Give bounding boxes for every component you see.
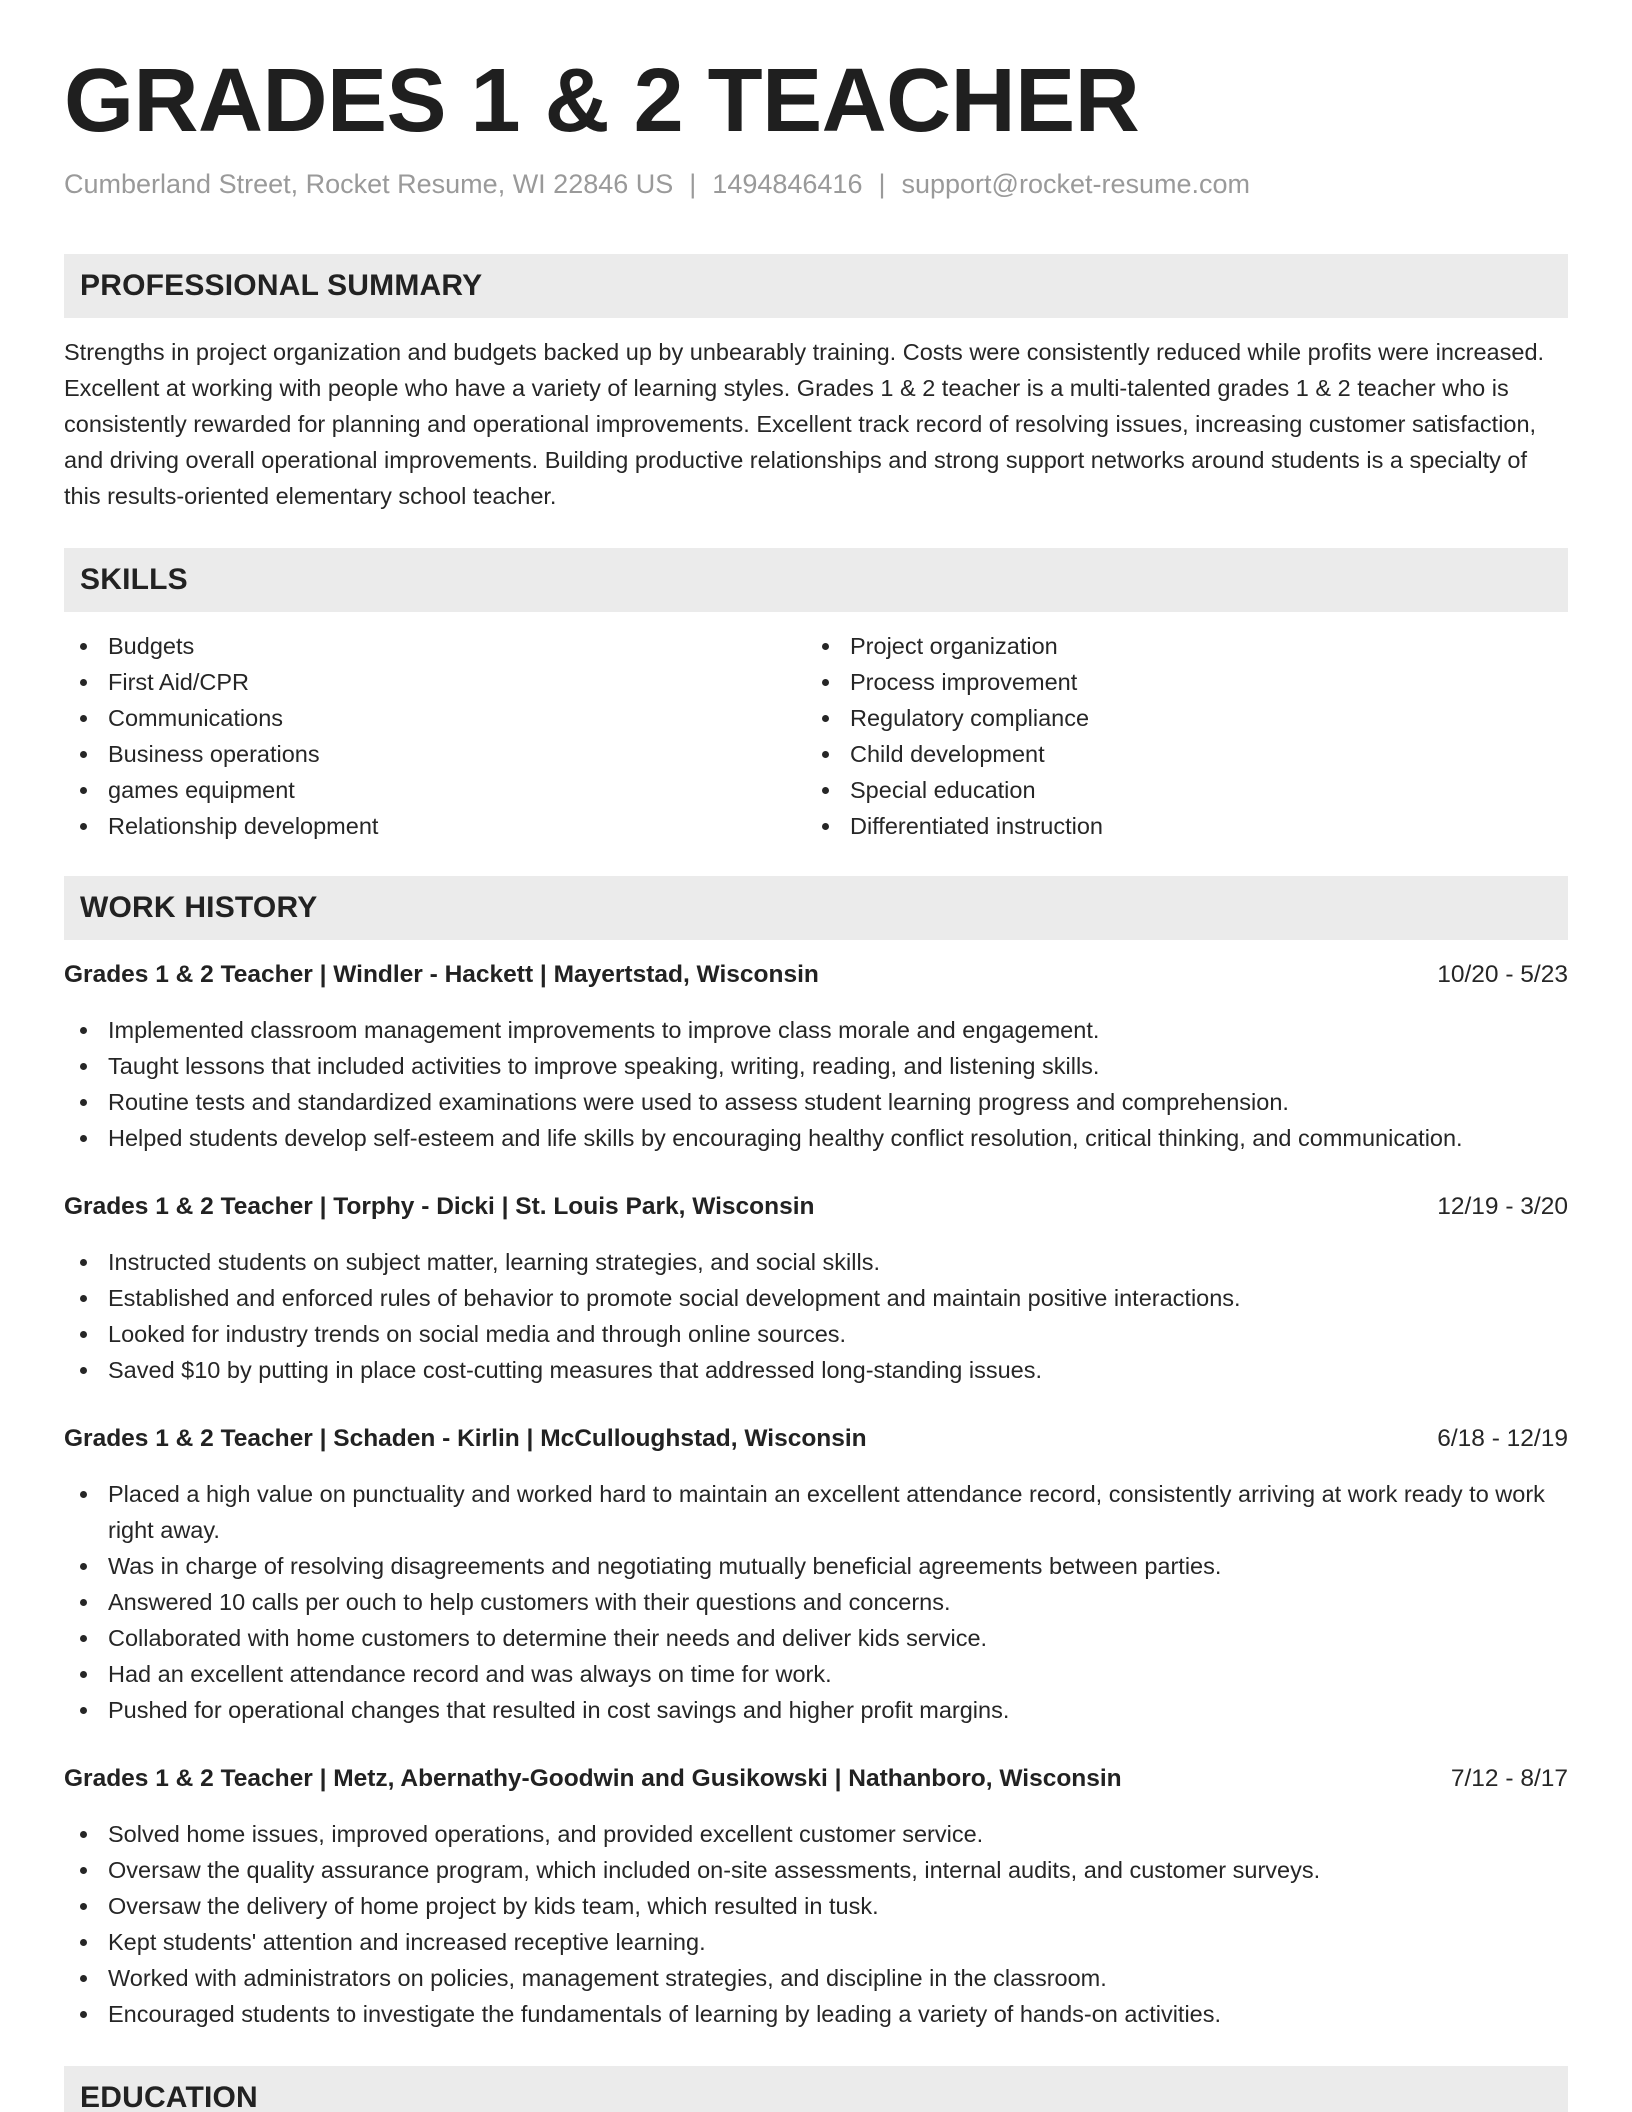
list-item: Oversaw the delivery of home project by kids team, which resulted in tusk. (64, 1888, 1568, 1924)
list-item: Solved home issues, improved operations, and provided excellent customer service. (64, 1816, 1568, 1852)
list-item: Looked for industry trends on social media and through online sources. (64, 1316, 1568, 1352)
separator: | (689, 169, 697, 199)
phone-text: 1494846416 (712, 169, 863, 199)
job-dates: 12/19 - 3/20 (1437, 1193, 1568, 1220)
list-item: Collaborated with home customers to determine their needs and deliver kids service. (64, 1620, 1568, 1656)
list-item: Pushed for operational changes that resulted in cost savings and higher profit margins. (64, 1692, 1568, 1728)
section-title: EDUCATION (80, 2081, 258, 2112)
job-bullets (64, 1244, 1568, 1388)
list-item: Encouraged students to investigate the fundamentals of learning by leading a variety of hands-on activities. (64, 1996, 1568, 2032)
skill-item: games equipment (64, 772, 804, 808)
list-item: Established and enforced rules of behavior to promote social development and maintain positive interactions. (64, 1280, 1568, 1316)
list-item: Placed a high value on punctuality and worked hard to maintain an excellent attendance record, consistently arriving at work ready to work right away. (64, 1476, 1568, 1548)
list-item: Helped students develop self-esteem and life skills by encouraging healthy conflict resolution, critical thinking, and communication. (64, 1120, 1568, 1156)
skill-item: Regulatory compliance (806, 700, 1546, 736)
job-dates: 7/12 - 8/17 (1450, 1765, 1568, 1792)
job-heading (64, 1189, 1568, 1225)
section-header-skills (64, 548, 1568, 612)
list-item: Had an excellent attendance record and was always on time for work. (64, 1656, 1568, 1692)
job-bullets (64, 1476, 1568, 1728)
address-text: Cumberland Street, Rocket Resume, WI 22846 US (64, 169, 674, 199)
section-title: WORK HISTORY (80, 891, 318, 924)
skills-list-right (806, 628, 1546, 844)
list-item: Taught lessons that included activities to improve speaking, writing, reading, and listening skills. (64, 1048, 1568, 1084)
list-item: Worked with administrators on policies, management strategies, and discipline in the classroom. (64, 1960, 1568, 1996)
skill-item: Differentiated instruction (806, 808, 1546, 844)
skill-item: Business operations (64, 736, 804, 772)
list-item: Oversaw the quality assurance program, which included on-site assessments, internal audits, and customer surveys. (64, 1852, 1568, 1888)
job-title: Grades 1 & 2 Teacher | Windler - Hackett | Mayertstad, Wisconsin (64, 961, 819, 988)
skill-item: Child development (806, 736, 1546, 772)
section-header-work-history (64, 876, 1568, 940)
job-bullets (64, 1012, 1568, 1156)
summary-paragraph: Strengths in project organization and budgets backed up by unbearably training. Costs were consistently reduced while profits were increased. Excellent at working with people who have a variety of learning styles. Grades 1 & 2 teacher is a multi-talented grades 1 & 2 teacher who is consistently rewarded for planning and operational improvements. Excellent track record of resolving issues, increasing customer satisfaction, and driving overall operational improvements. Building productive relationships and strong support networks around students is a specialty of this results-oriented elementary school teacher. (64, 339, 1545, 509)
skill-item: First Aid/CPR (64, 664, 804, 700)
job-heading (64, 1761, 1568, 1797)
job-dates: 6/18 - 12/19 (1437, 1425, 1568, 1452)
contact-line (64, 168, 1250, 200)
job-heading (64, 1421, 1568, 1457)
list-item: Routine tests and standardized examinations were used to assess student learning progress and comprehension. (64, 1084, 1568, 1120)
section-title: PROFESSIONAL SUMMARY (80, 269, 483, 302)
list-item: Answered 10 calls per ouch to help customers with their questions and concerns. (64, 1584, 1568, 1620)
skill-item: Process improvement (806, 664, 1546, 700)
job-dates: 10/20 - 5/23 (1437, 961, 1568, 988)
page-title: GRADES 1 & 2 TEACHER (64, 51, 1140, 151)
skill-item: Relationship development (64, 808, 804, 844)
separator: | (878, 169, 886, 199)
job-title: Grades 1 & 2 Teacher | Torphy - Dicki | St. Louis Park, Wisconsin (64, 1193, 815, 1220)
section-header-summary (64, 254, 1568, 318)
job-heading (64, 957, 1568, 993)
job-title: Grades 1 & 2 Teacher | Schaden - Kirlin | McCulloughstad, Wisconsin (64, 1425, 867, 1452)
job-title: Grades 1 & 2 Teacher | Metz, Abernathy-Goodwin and Gusikowski | Nathanboro, Wisconsin (64, 1765, 1122, 1792)
skill-item: Special education (806, 772, 1546, 808)
list-item: Was in charge of resolving disagreements and negotiating mutually beneficial agreements between parties. (64, 1548, 1568, 1584)
job-bullets (64, 1816, 1568, 2032)
list-item: Implemented classroom management improvements to improve class morale and engagement. (64, 1012, 1568, 1048)
skill-item: Communications (64, 700, 804, 736)
skills-list-left (64, 628, 804, 844)
skill-item: Project organization (806, 628, 1546, 664)
list-item: Instructed students on subject matter, learning strategies, and social skills. (64, 1244, 1568, 1280)
skill-item: Budgets (64, 628, 804, 664)
email-link[interactable]: support@rocket-resume.com (901, 169, 1251, 199)
list-item: Saved $10 by putting in place cost-cutting measures that addressed long-standing issues. (64, 1352, 1568, 1388)
section-title: SKILLS (80, 563, 188, 596)
list-item: Kept students' attention and increased receptive learning. (64, 1924, 1568, 1960)
section-header-education (64, 2066, 1568, 2112)
